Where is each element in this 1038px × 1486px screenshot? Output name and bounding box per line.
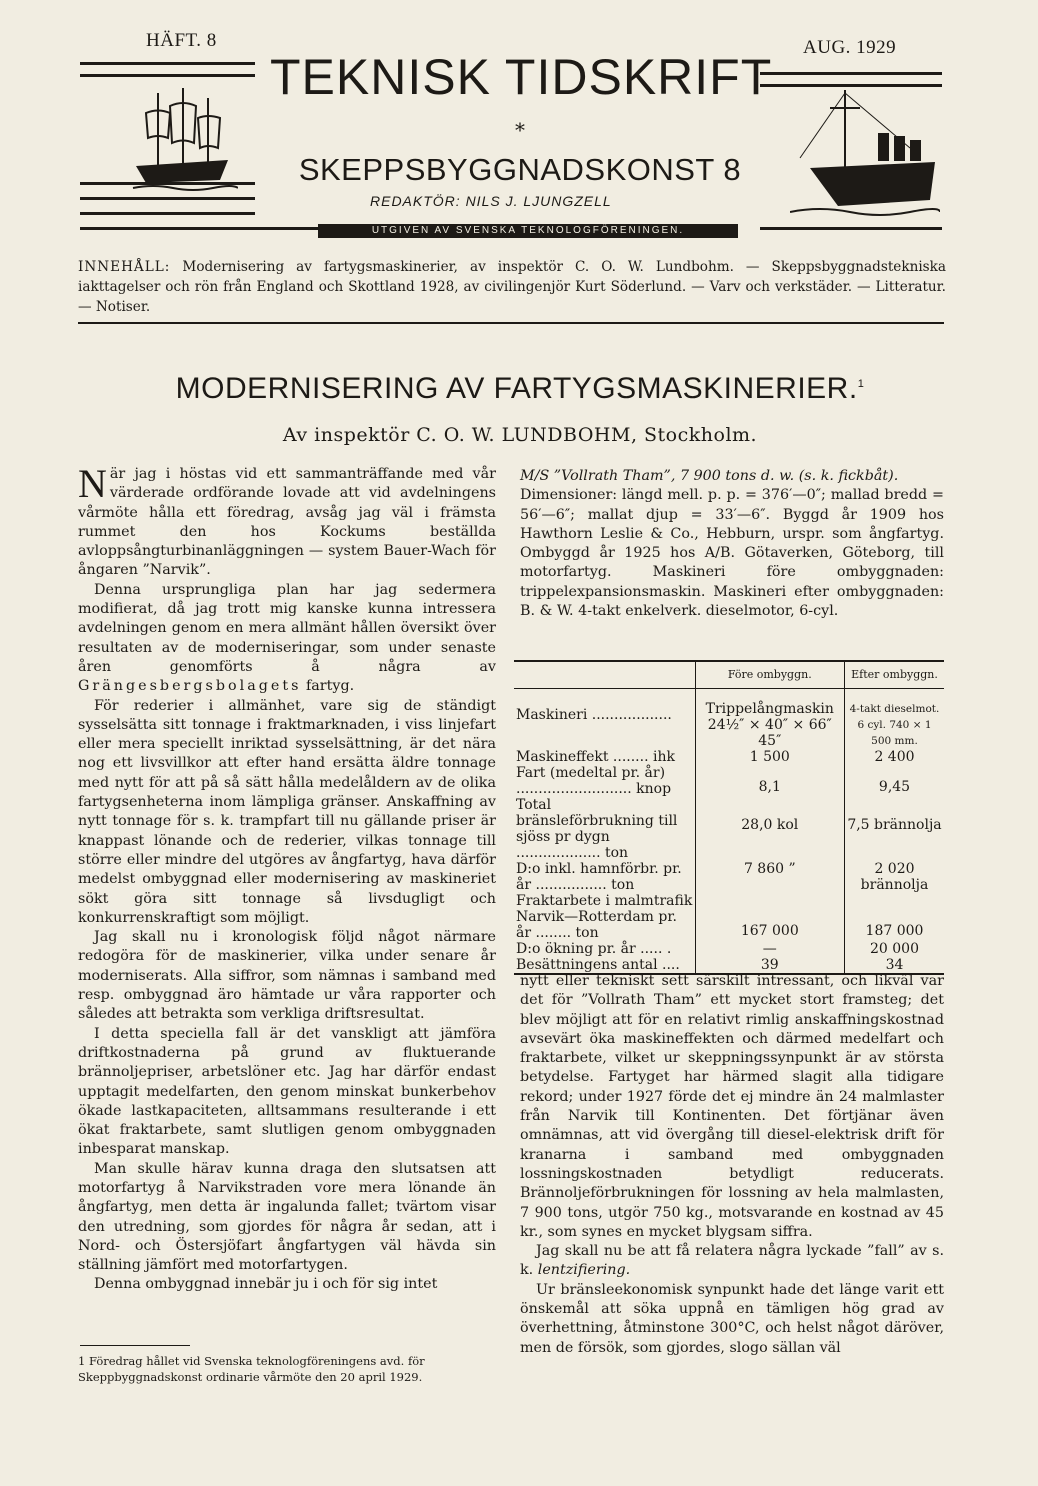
- paragraph: Denna ombyggnad innebär ju i och för sig intet: [94, 1276, 438, 1293]
- table-row: Fraktarbete i malmtrafik Narvik—Rotterdam pr. år ........ ton 167 000 187 000: [514, 893, 944, 941]
- table-row: Fart (medeltal pr. år) .......................... knop 8,1 9,45: [514, 765, 944, 797]
- paragraph: Man skulle härav kunna draga den slutsatsen att motorfartyg å Narvikstraden vore mera lönande än ångfartyg, men detta är ingalunda fallet; tvärtom visar den utredning, som gjordes för några år sedan, att i Nord- och Östersjöfart ångfartygen väl hävda sin ställning jämfört med motorfartygen.: [78, 1160, 496, 1274]
- publisher-band: UTGIVEN AV SVENSKA TEKNOLOGFÖRENINGEN.: [318, 224, 738, 238]
- company-name: Grängesbergsbolagets: [78, 678, 302, 695]
- table-header-row: [514, 662, 944, 689]
- spec-table: [514, 662, 944, 973]
- article-title: MODERNISERING AV FARTYGSMASKINERIER.$^1$: [175, 372, 865, 405]
- comparison-table: [514, 660, 944, 975]
- paragraph: Ur bränsleekonomisk synpunkt hade det länge varit ett önskemål att söka uppnå en tämligen hög grad av överhettning, åtminstone 300°C, och helst något däröver, men de försök, som gjordes, slogo sällan väl: [520, 1281, 944, 1356]
- issue-number: HÄFT. 8: [146, 30, 217, 51]
- section-title: SKEPPSBYGGNADSKONST 8: [298, 152, 742, 187]
- table-row: Maskineri .................. Trippelångmaskin 24½″ × 40″ × 66″ 45″ 4-takt dieselmot. 6 cyl. 740 × 1 500 mm.: [514, 689, 944, 750]
- contents-label: INNEHÅLL:: [78, 259, 171, 275]
- byline: Av inspektör C. O. W. LUNDBOHM, Stockholm.: [282, 424, 758, 446]
- table-row: D:o inkl. hamnförbr. pr. år ................ ton 7 860 ” 2 020 brännolja: [514, 861, 944, 893]
- header-after: Efter ombyggn.: [844, 662, 944, 689]
- paragraph: Jag skall nu i kronologisk följd något närmare redogöra för de maskinerier, vilka under senare år moderniserats. Alla siffror, som nämnas i samband med resp. ombyggnad äro hämtade ur våra rapporter och således att betrakta som verkliga driftsresultat.: [78, 929, 496, 1023]
- ship-heading: M/S ”Vollrath Tham”, 7 900 tons d. w. (s. k. fickbåt).: [520, 468, 899, 484]
- contents-rule: [78, 322, 944, 324]
- footnote-rule: [80, 1345, 190, 1346]
- paragraph: I detta speciella fall är det vanskligt att jämföra driftkostnaderna på grund av fluktuerande brännoljepriser, arbetslöner etc. Jag har därför endast upptagit medelfarten, den genom minskat bunkerbehov ökade lastkapaciteten, alltsammans resulterande i ett ökat fraktarbete, samt slutligen genom ombyggnaden inbesparat manskap.: [78, 1025, 496, 1158]
- paragraph: Denna ursprungliga plan har jag sedermera modifierat, då jag trott mig kanske kunna intressera avdelningen genom en mera allmänt hållen översikt över resultaten av de moderniseringar, som under senaste åren genomförts å några av Grängesbergsbolagets fartyg.: [78, 581, 496, 695]
- sailing-ship-illustration: [128, 88, 238, 198]
- paragraph: Jag skall nu be att få relatera några lyckade ”fall” av s. k. lentzifiering.: [520, 1243, 944, 1279]
- table-row: Maskineffekt ........ ihk 1 500 2 400: [514, 749, 944, 765]
- term-lentzifiering: lentzifiering.: [537, 1262, 631, 1279]
- paragraph: nytt eller tekniskt sett särskilt intressant, och likväl var det för ”Vollrath Tham” ett mycket stort framsteg; det blev möjligt att för en relativt rimlig anskaffningskostnad avsevärt öka maskineffekten och därmed medelfart och fraktarbete, vilket ur skeppningssynpunkt är av största betydelse. Fartyget har härmed slagit alla tidigare rekord; under 1927 förde det ej mindre än 24 malmlaster från Narvik till Kontinenten. Det förtjänar även omnämnas, att vid övergång till diesel-elektrisk drift för kranarna i samband med ombyggnaden lossningskostnaden betydligt reducerats. Brännoljeförbrukningen för lossning av hela malmlasten, 7 900 tons, utgör 750 kg., motsvarande en kostnad av 45 kr., som synes en mycket blygsam siffra.: [520, 973, 944, 1240]
- ship-details: Dimensioner: längd mell. p. p. = 376′—0″; mallad bredd = 56′—6″; mallat djup = 33′—6″. Byggd år 1909 hos Hawthorn Leslie & Co., Hebburn, urspr. som ångfartyg. Ombyggd år 1925 hos A/B. Götaverken, Göteborg, till motorfartyg. Maskineri före ombyggnaden: trippelexpansionsmaskin. Maskineri efter ombyggnaden: B. & W. 4-takt enkelverk. dieselmotor, 6-cyl.: [520, 487, 944, 620]
- footnote-marker: 1: [857, 378, 865, 390]
- right-column: [520, 972, 944, 1358]
- paragraph: När jag i höstas vid ett sammanträffande med vår värderade ordförande lovade att vid avdelningens vårmöte hålla ett föredrag, avsåg jag väl i främsta rummet den hos Kockums beställda avloppsångturbinanläggningen — system Bauer-Wach för ångaren ”Narvik”.: [78, 461, 496, 579]
- table-of-contents: [78, 257, 946, 317]
- journal-title: TEKNISK TIDSKRIFT: [270, 49, 773, 105]
- drop-cap: N: [78, 461, 107, 506]
- steamship-illustration: [790, 88, 940, 223]
- footnote: 1 Föredrag hållet vid Svenska teknologföreningens avd. för Skeppbyggnadskonst ordinarie vårmöte den 20 april 1929.: [78, 1354, 425, 1384]
- star-ornament-icon: *: [515, 118, 525, 142]
- contents-text: Modernisering av fartygsmaskinerier, av inspektör C. O. W. Lundbohm. — Skeppsbyggnadstekniska iakttagelser och rön från England och Skottland 1928, av civilingenjör Kurt Söderlund. — Varv och verkstäder. — Litteratur. — Notiser.: [78, 259, 946, 315]
- header-before: Före ombyggn.: [695, 662, 844, 689]
- editor-line: REDAKTÖR: NILS J. LJUNGZELL: [370, 193, 612, 209]
- ship-description: [520, 467, 944, 621]
- left-column: [78, 461, 496, 1295]
- paragraph: För rederier i allmänhet, vare sig de ständigt sysselsätta sitt tonnage i fraktmarknaden, i viss linjefart eller mera speciellt inriktad sysselsättning, är det nära nog ett livsvillkor att efter hand ersätta äldre tonnage med nytt för att på så sätt hålla medelåldern av de olika fartygsenheterna inom lämpliga gränser. Anskaffning av nytt tonnage för s. k. trampfart till nu gällande priser är knappast lönande och de rederier, vilkas tonnage till större eller mindre del utgöres av ångfartyg, hava därför medelst ombyggnad eller modernisering av maskineriet sökt göra sitt tonnage så livsdugligt och konkurrenskraftigt som möjligt.: [78, 697, 496, 926]
- table-row: Total bränsleförbrukning till sjöss pr dygn ................... ton 28,0 kol 7,5 brännolja: [514, 797, 944, 861]
- issue-date: AUG. 1929: [803, 37, 897, 58]
- table-row: Besättningens antal .... 39 34: [514, 957, 944, 973]
- table-row: D:o ökning pr. år ..... . — 20 000: [514, 941, 944, 957]
